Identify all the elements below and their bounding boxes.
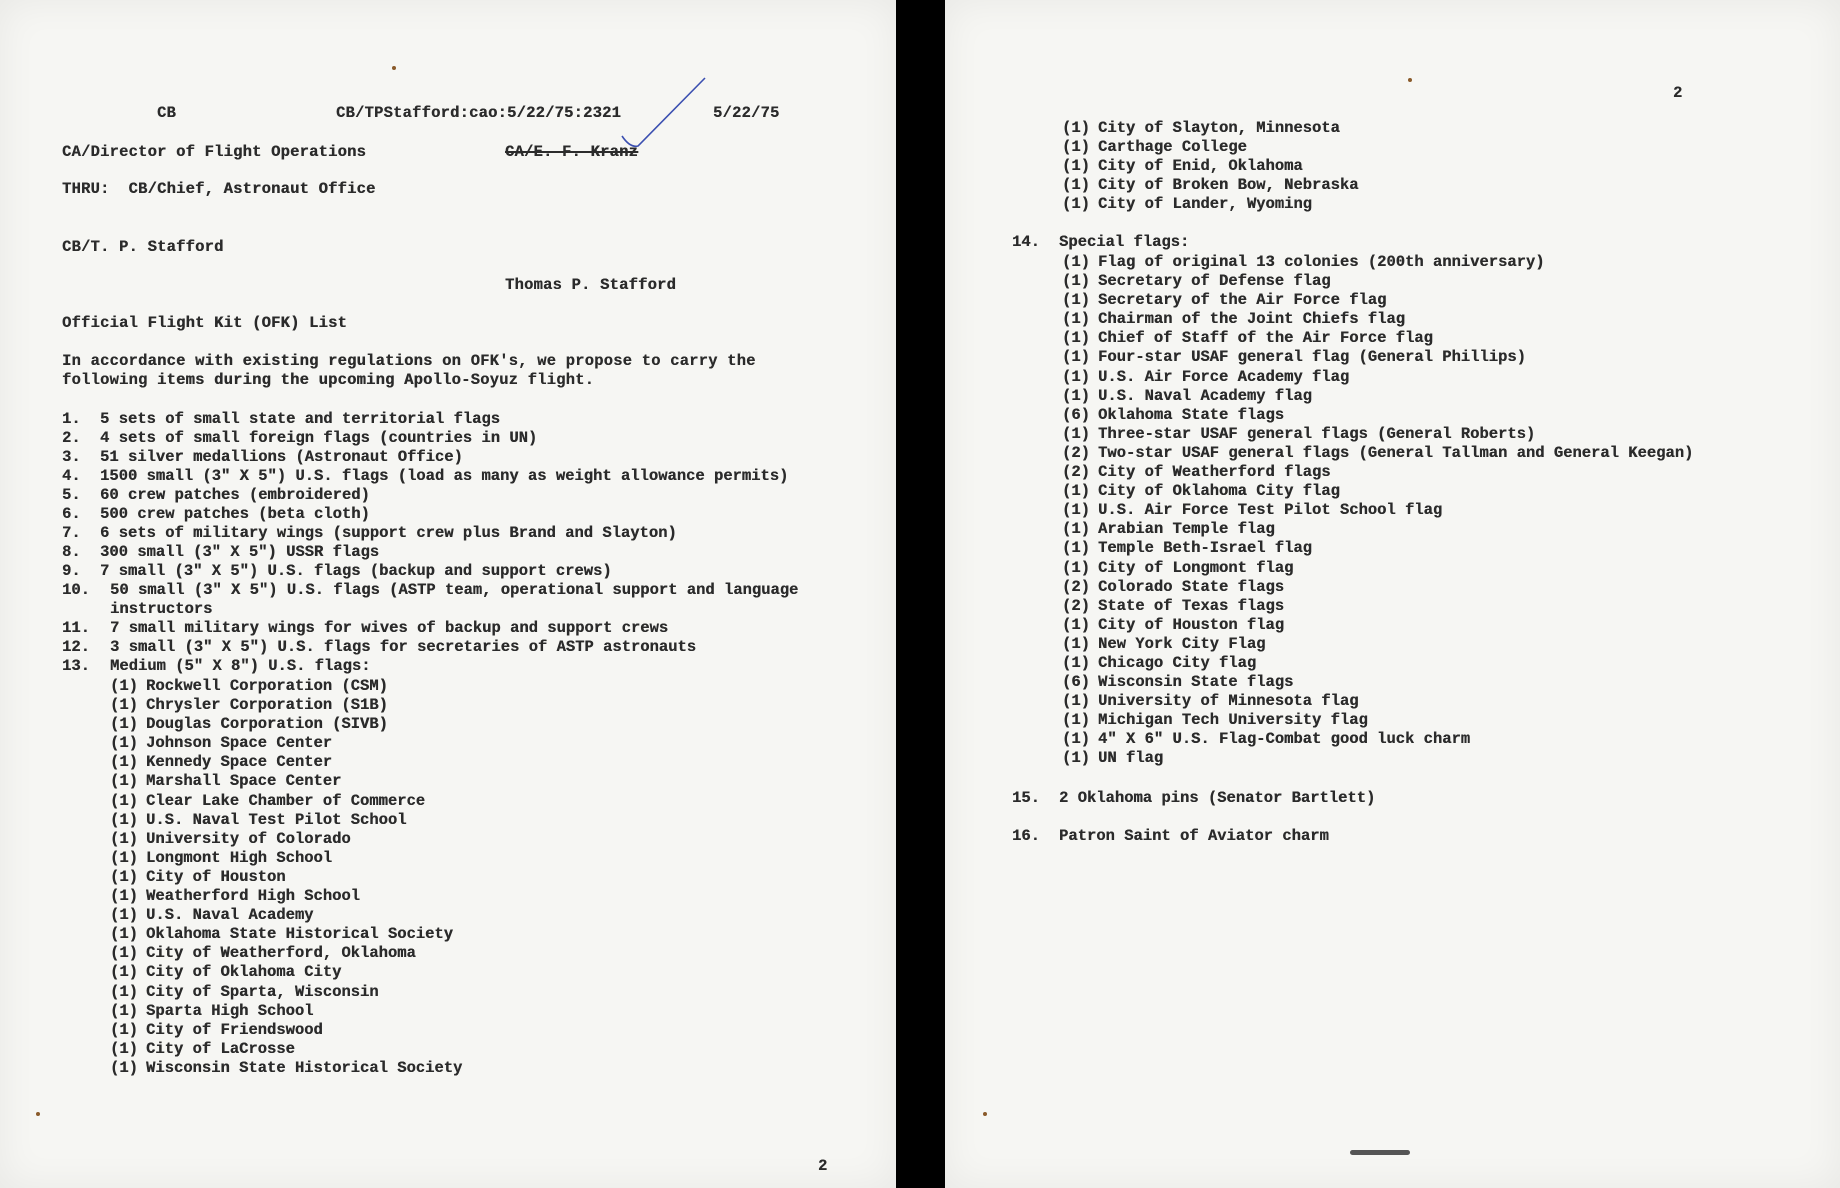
sub-item: (1) Chief of Staff of the Air Force flag: [1062, 329, 1433, 348]
sub-item: (6) Wisconsin State flags: [1062, 673, 1294, 692]
paper-speck: [1408, 78, 1412, 82]
sub-item: (1) City of Longmont flag: [1062, 558, 1294, 577]
sub-item: (1) Sparta High School: [110, 1001, 314, 1020]
sub-item: (1) U.S. Air Force Academy flag: [1062, 367, 1350, 386]
sub-item: (2) City of Weatherford flags: [1062, 463, 1331, 482]
sub-item: (1) Douglas Corporation (SIVB): [110, 715, 388, 734]
sub-item: (1) Chrysler Corporation (S1B): [110, 696, 388, 715]
sub-item: (1) City of Houston: [110, 867, 286, 886]
signature-name: Thomas P. Stafford: [505, 276, 677, 294]
list-item: 15. 2 Oklahoma pins (Senator Bartlett): [1012, 789, 1376, 807]
page-number: 2: [1673, 84, 1683, 102]
sub-item: (1) U.S. Naval Academy flag: [1062, 386, 1312, 405]
list-item: 4. 1500 small (3" X 5") U.S. flags (load as many as weight allowance permits): [62, 467, 789, 485]
sub-item: (1) Weatherford High School: [110, 887, 360, 906]
list-item: 5. 60 crew patches (embroidered): [62, 486, 370, 504]
paper-speck: [983, 1112, 987, 1116]
item13-sublist: [110, 677, 610, 1078]
sub-item: (1) Michigan Tech University flag: [1062, 711, 1368, 730]
sub-item: (1) Arabian Temple flag: [1062, 520, 1275, 539]
sub-item: (1) Wisconsin State Historical Society: [110, 1058, 463, 1077]
sub-item: (1) Three-star USAF general flags (General Roberts): [1062, 424, 1536, 443]
sub-item: (1) Secretary of Defense flag: [1062, 272, 1331, 291]
sub-item: (1) City of Slayton, Minnesota: [1062, 119, 1340, 137]
sub-item: (1) Kennedy Space Center: [110, 753, 333, 772]
sub-item: (1) Flag of original 13 colonies (200th anniversary): [1062, 253, 1545, 271]
sub-item: (1) City of Oklahoma City flag: [1062, 482, 1340, 501]
left-memo-page: [0, 0, 896, 1188]
sub-item: (1) U.S. Naval Test Pilot School: [110, 810, 407, 829]
sub-item: (1) Oklahoma State Historical Society: [110, 925, 453, 944]
sub-item: (1) Johnson Space Center: [110, 734, 333, 753]
routing-code: CB: [157, 104, 177, 122]
sub-item: (1) 4" X 6" U.S. Flag-Combat good luck charm: [1062, 730, 1471, 749]
sub-item: (1) City of Broken Bow, Nebraska: [1062, 176, 1359, 195]
staple-mark: [1350, 1150, 1410, 1155]
page-number: 2: [818, 1157, 828, 1175]
right-memo-page: [945, 0, 1840, 1188]
sub-item: (1) Temple Beth-Israel flag: [1062, 539, 1312, 558]
list-item: 9. 7 small (3" X 5") U.S. flags (backup and support crews): [62, 562, 612, 580]
list-item: 16. Patron Saint of Aviator charm: [1012, 827, 1329, 845]
sub-item: (1) New York City Flag: [1062, 634, 1266, 653]
sub-item: (1) City of Houston flag: [1062, 615, 1285, 634]
sub-item: (2) Two-star USAF general flags (General Tallman and General Keegan): [1062, 443, 1694, 462]
list-item: 13. Medium (5" X 8") U.S. flags:: [62, 657, 371, 675]
sub-item: (1) City of Friendswood: [110, 1020, 323, 1039]
intro-line-2: following items during the upcoming Apollo-Soyuz flight.: [62, 371, 595, 389]
continued-sublist: [1062, 119, 1662, 214]
list-item: 11. 7 small military wings for wives of backup and support crews: [62, 619, 669, 637]
sub-item: (1) City of Lander, Wyoming: [1062, 195, 1312, 214]
subject-line: Official Flight Kit (OFK) List: [62, 314, 348, 332]
sub-item: (1) U.S. Naval Academy: [110, 906, 314, 925]
list-item: 12. 3 small (3" X 5") U.S. flags for secretaries of ASTP astronauts: [62, 638, 696, 656]
sub-item: (1) City of Weatherford, Oklahoma: [110, 944, 416, 963]
sub-item: (1) City of Oklahoma City: [110, 963, 342, 982]
from-line: CB/T. P. Stafford: [62, 238, 224, 256]
list-item: 7. 6 sets of military wings (support crew plus Brand and Slayton): [62, 524, 677, 542]
sub-item: (1) Four-star USAF general flag (General Phillips): [1062, 348, 1526, 367]
list-item-continuation: instructors: [110, 600, 213, 618]
cc-line-struck: CA/E. F. Kranz: [505, 143, 639, 161]
list-item: 6. 500 crew patches (beta cloth): [62, 505, 370, 523]
sub-item: (1) Marshall Space Center: [110, 772, 342, 791]
sub-item: (1) City of Enid, Oklahoma: [1062, 157, 1303, 176]
item-list: [62, 410, 862, 676]
thru-line: THRU: CB/Chief, Astronaut Office: [62, 180, 376, 198]
paper-speck: [392, 66, 396, 70]
sub-item: (2) State of Texas flags: [1062, 596, 1285, 615]
sub-item: (1) City of Sparta, Wisconsin: [110, 982, 379, 1001]
sub-item: (1) Longmont High School: [110, 848, 333, 867]
list-item: 2. 4 sets of small foreign flags (countries in UN): [62, 429, 538, 447]
sub-item: (1) Chairman of the Joint Chiefs flag: [1062, 310, 1405, 329]
sub-item: (1) University of Minnesota flag: [1062, 692, 1359, 711]
sub-item: (1) Clear Lake Chamber of Commerce: [110, 791, 426, 810]
sub-item: (1) University of Colorado: [110, 829, 351, 848]
sub-item: (6) Oklahoma State flags: [1062, 405, 1285, 424]
list-item: 10. 50 small (3" X 5") U.S. flags (ASTP team, operational support and language: [62, 581, 799, 599]
memo-date: 5/22/75: [713, 104, 780, 122]
list-item: 3. 51 silver medallions (Astronaut Office): [62, 448, 463, 466]
item14-sublist: [1062, 253, 1782, 769]
sub-item: (1) U.S. Air Force Test Pilot School flag: [1062, 501, 1443, 520]
sub-item: (1) Carthage College: [1062, 138, 1247, 157]
sub-item: (1) Rockwell Corporation (CSM): [110, 677, 388, 695]
sub-item: (2) Colorado State flags: [1062, 577, 1285, 596]
intro-line-1: In accordance with existing regulations on OFK's, we propose to carry the: [62, 352, 756, 370]
sub-item: (1) Secretary of the Air Force flag: [1062, 291, 1387, 310]
sub-item: (1) UN flag: [1062, 749, 1164, 768]
list-item: 8. 300 small (3" X 5") USSR flags: [62, 543, 380, 561]
list-item: 14. Special flags:: [1012, 233, 1190, 251]
sub-item: (1) Chicago City flag: [1062, 653, 1257, 672]
file-reference: CB/TPStafford:cao:5/22/75:2321: [336, 104, 622, 122]
to-line: CA/Director of Flight Operations: [62, 143, 367, 161]
sub-item: (1) City of LaCrosse: [110, 1039, 295, 1058]
list-item: 1. 5 sets of small state and territorial flags: [62, 410, 500, 428]
paper-speck: [36, 1112, 40, 1116]
